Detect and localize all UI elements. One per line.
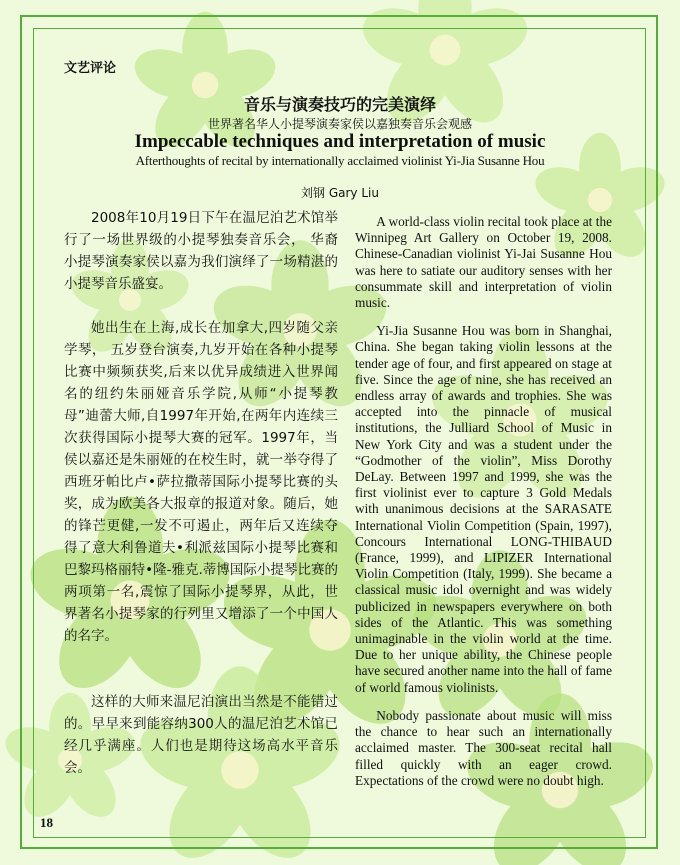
english-paragraph: Nobody passionate about music will miss the chance to hear such an internationally acclaimed master. The 300-seat recital hall filled quickly with an eager crowd. Expectations of the crowd were no doubt high. [355,707,612,788]
chinese-text-column [64,207,338,779]
english-paragraph: Yi-Jia Susanne Hou was born in Shanghai, China. She began taking violin lessons at the tender age of four, and first appeared on stage at five. Since the age of nine, she has received an endless array of awards and trophies. She was accepted into the pinnacle of musical institutions, the Julliard School of Music in New York City and was a student under the “Godmother of the violin”, Miss Dorothy DeLay. Between 1997 and 1999, she was the first violinist ever to capture 3 Gold Medals with unanimous decisions at the SARASATE International Violin Competition (Spain, 1997), Concours International LONG-THIBAUD (France, 1999), and LIPIZER International Violin Competition (Italy, 1999). She became a classical music idol overnight and was widely publicized in newspapers everywhere on both sides of the Atlantic. This was something unimaginable in the violin world at the time. Due to her unique ability, the Chinese people have secured another name into the hall of fame of world famous violinists. [355,323,612,695]
article-title-chinese: 音乐与演奏技巧的完美演绎 [243,95,436,114]
english-paragraph: A world-class violin recital took place at the Winnipeg Art Gallery on October 19, 2008. Chinese-Canadian violinist Yi-Jai Susanne Hou was here to satiate our auditory senses with her consummate skill and interpretation of violin music. [355,214,612,311]
article-subtitle-chinese: 世界著名华人小提琴演奏家侯以嘉独奏音乐会观感 [207,117,472,131]
chinese-paragraph: 她出生在上海,成长在加拿大,四岁随父亲学琴， 五岁登台演奏,九岁开始在各种小提琴比赛中频频获奖,后来以优异成绩进入世界闻名的纽约朱丽娅音乐学院,从师“小提琴教母”迪蕾大师,自1997年开始,在两年内连续三次获得国际小提琴大赛的冠军。1997年，当侯以嘉还是朱丽娅的在校生时，就一举夺得了西班牙帕比卢•萨拉撒蒂国际小提琴比赛的头奖，成为欧美各大报章的报道对象。随后，她的锋芒更健,一发不可遏止，两年后又连续夺得了意大利鲁道夫•利派兹国际小提琴比赛和巴黎玛格丽特•隆-雅克.蒂博国际小提琴比赛的两项第一名,震惊了国际小提琴界，从此，世界著名小提琴家的行列里又增添了一个中国人的名字。 [64,320,338,644]
article-title-english: Impeccable techniques and interpretation of music [134,131,546,152]
chinese-paragraph: 这样的大师来温尼泊演出当然是不能错过的。早早来到能容纳300人的温尼泊艺术馆已经几乎满座。人们也是期待这场高水平音乐会。 [64,694,338,776]
page-number: 18 [40,815,53,830]
english-text-column [355,214,612,789]
chinese-paragraph: 2008年10月19日下午在温尼泊艺术馆举行了一场世界级的小提琴独奏音乐会， 华裔小提琴演奏家侯以嘉为我们演绎了一场精湛的小提琴音乐盛宴。 [64,210,338,292]
section-label: 文艺评论 [64,61,117,76]
author-byline: 刘钢 Gary Liu [301,186,379,200]
article-subtitle-english: Afterthoughts of recital by internationally acclaimed violinist Yi-Jia Susanne Hou [135,153,545,168]
